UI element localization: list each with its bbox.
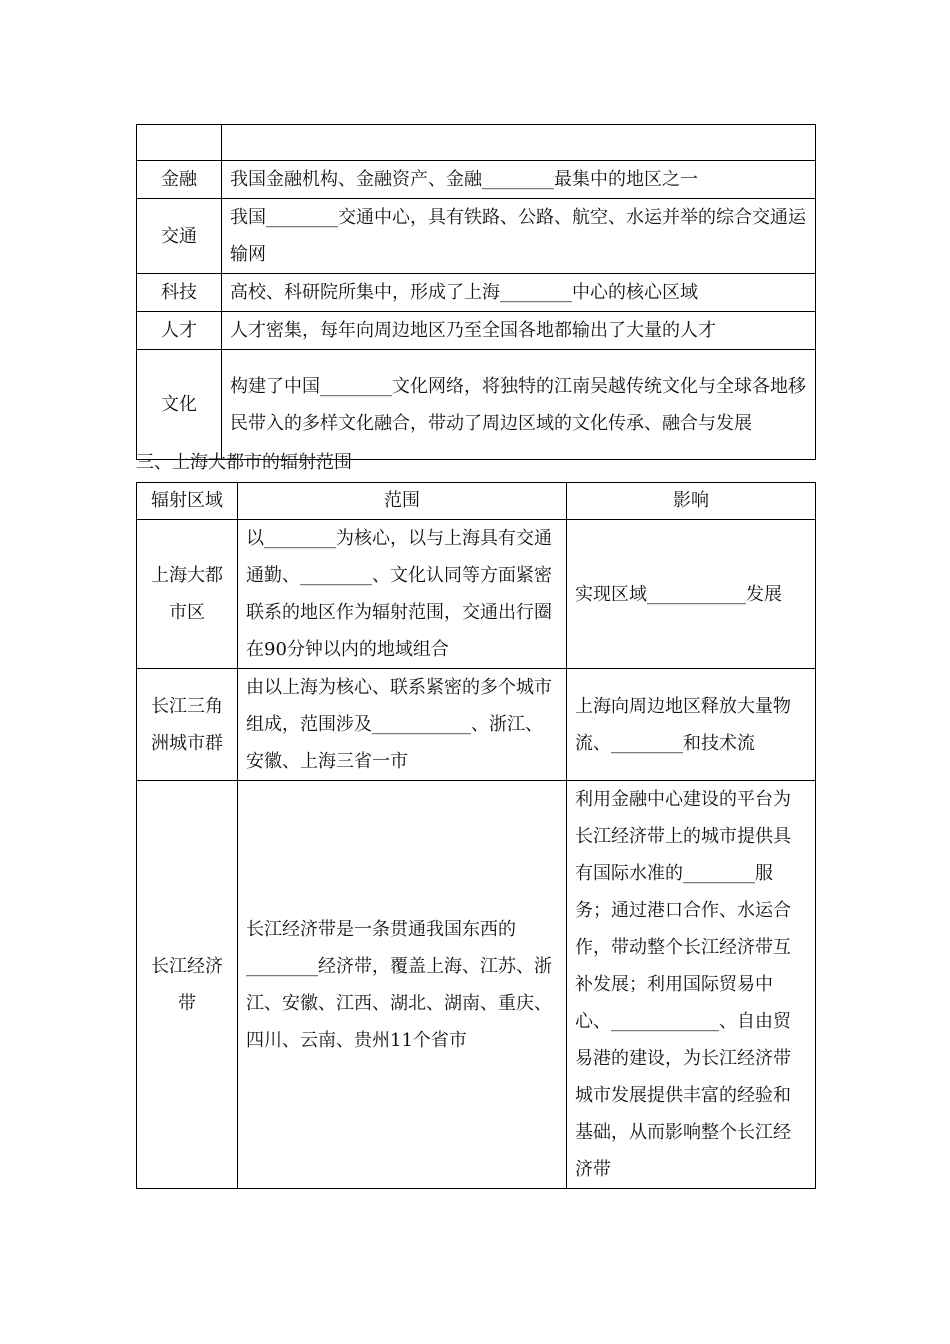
table-cell-region: 上海大都市区 xyxy=(137,520,238,669)
table-cell-region: 长江经济带 xyxy=(137,781,238,1189)
table-cell-impact: 上海向周边地区释放大量物流、________和技术流 xyxy=(567,669,816,781)
column-header: 影响 xyxy=(567,483,816,520)
column-header: 辐射区域 xyxy=(137,483,238,520)
table-cell-scope: 长江经济带是一条贯通我国东西的________经济带，覆盖上海、江苏、浙江、安徽、江西、湖北、湖南、重庆、四川、云南、贵州11个省市 xyxy=(238,781,567,1189)
table-row xyxy=(137,350,816,460)
table-row xyxy=(137,781,816,1189)
section-title: 三、上海大都市的辐射范围 xyxy=(136,452,352,473)
table-cell-value: 构建了中国________文化网络，将独特的江南吴越传统文化与全球各地移民带入的多样文化融合，带动了周边区域的文化传承、融合与发展 xyxy=(222,350,816,460)
table-row xyxy=(137,520,816,669)
table-cell-value: 我国________交通中心，具有铁路、公路、航空、水运并举的综合交通运输网 xyxy=(222,199,816,274)
table-row xyxy=(137,274,816,312)
table-row xyxy=(137,199,816,274)
table-row xyxy=(137,161,816,199)
table-header-row xyxy=(137,483,816,520)
table-row xyxy=(137,125,816,161)
table-cell-scope: 由以上海为核心、联系紧密的多个城市组成，范围涉及___________、浙江、安徽、上海三省一市 xyxy=(238,669,567,781)
table-cell-value: 高校、科研院所集中，形成了上海________中心的核心区域 xyxy=(222,274,816,312)
table-cell-key: 文化 xyxy=(137,350,222,460)
table-row xyxy=(137,312,816,350)
table-cell-value xyxy=(222,125,816,161)
table-cell-value: 人才密集，每年向周边地区乃至全国各地都输出了大量的人才 xyxy=(222,312,816,350)
table-cell-value: 我国金融机构、金融资产、金融________最集中的地区之一 xyxy=(222,161,816,199)
table-cell-key: 科技 xyxy=(137,274,222,312)
table-cell-key xyxy=(137,125,222,161)
table-cell-region: 长江三角洲城市群 xyxy=(137,669,238,781)
table-cell-impact: 实现区域___________发展 xyxy=(567,520,816,669)
table-cell-impact: 利用金融中心建设的平台为长江经济带上的城市提供具有国际水准的________服务；通过港口合作、水运合作，带动整个长江经济带互补发展；利用国际贸易中心、____________、自由贸易港的建设，为长江经济带城市发展提供丰富的经验和基础，从而影响整个长江经济带 xyxy=(567,781,816,1189)
table-cell-key: 金融 xyxy=(137,161,222,199)
table-radiation-range xyxy=(136,482,816,1189)
table-row xyxy=(137,669,816,781)
column-header: 范围 xyxy=(238,483,567,520)
table-cell-key: 交通 xyxy=(137,199,222,274)
table-cell-scope: 以________为核心，以与上海具有交通通勤、________、文化认同等方面紧密联系的地区作为辐射范围，交通出行圈在90分钟以内的地域组合 xyxy=(238,520,567,669)
table-cell-key: 人才 xyxy=(137,312,222,350)
table-economic-functions xyxy=(136,124,816,460)
